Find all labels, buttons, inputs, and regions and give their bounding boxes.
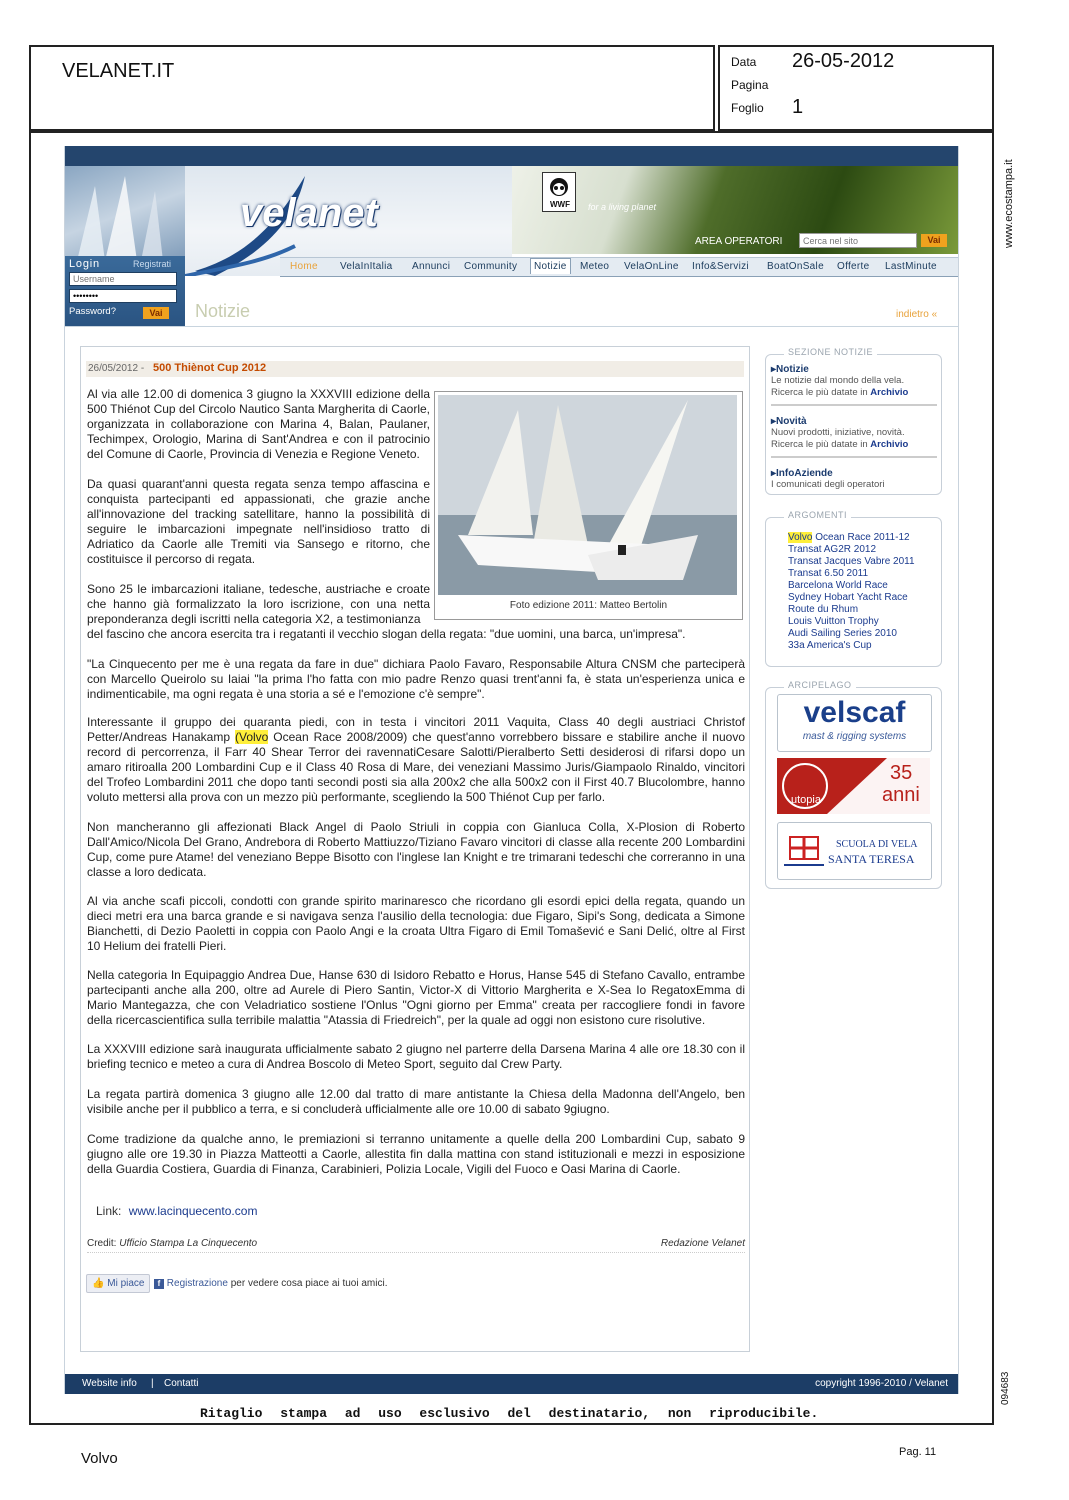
sheet-value: 1 (792, 96, 804, 118)
nav-velaonline[interactable]: VelaOnLine (624, 261, 679, 272)
scuola-vela-banner[interactable] (777, 822, 932, 880)
site-logo[interactable]: velanet (240, 191, 378, 235)
article-photo-frame (434, 391, 743, 620)
utopia-banner[interactable] (777, 758, 930, 814)
page-label: Pagina (731, 78, 769, 92)
argomento-item[interactable]: Transat AG2R 2012 (788, 544, 877, 555)
arcipelago-label: ARCIPELAGO (784, 680, 856, 690)
article-paragraph-7: Al via anche scafi piccoli, condotti con grande spirito marinaresco che ricordano gli esordi epici della regata, quando un dieci metri era una barca grande e si navigava senza l'ausilio della tecnologia: due Figaro, Sipi's Song, dedicata a Simone Bianchetti, di Dezio Paoletti in coppia con Paolo Angi e la croata Ultra Figaro di Emil Tomašević e Sani Delić, oltre al First 10 Helium dei fratelli Pieri. (87, 894, 745, 953)
main-nav (280, 257, 958, 277)
contatti-link[interactable]: Contatti (164, 1378, 199, 1389)
wwf-panda-icon (542, 172, 576, 212)
argomento-item[interactable]: Barcelona World Race (788, 580, 888, 591)
utopia-logo: utopia (791, 794, 821, 806)
arcipelago-box (765, 680, 942, 889)
sailboat-photo (438, 395, 737, 595)
argomento-item[interactable]: Volvo Ocean Race 2011-12 (788, 532, 910, 543)
like-label: Mi piace (107, 1278, 145, 1289)
nav-boatonsale[interactable]: BoatOnSale (767, 261, 824, 272)
nav-annunci[interactable]: Annunci (412, 261, 451, 272)
wwf-slogan: for a living planet (588, 202, 657, 212)
argomento-item[interactable]: Route du Rhum (788, 604, 859, 615)
facebook-register-link[interactable]: Registrazione (166, 1278, 228, 1289)
sec-novita-desc2: Ricerca le più datate in (771, 439, 868, 450)
argomento-item[interactable]: Audi Sailing Series 2010 (788, 628, 897, 639)
password-link[interactable]: Password? (69, 306, 116, 317)
argomento-item[interactable]: 33a America's Cup (788, 640, 872, 651)
wwf-banner[interactable] (512, 166, 958, 254)
article-heading-bar (86, 361, 744, 377)
credit-value: Ufficio Stampa La Cinquecento (119, 1238, 258, 1249)
login-title: Login (69, 258, 100, 270)
article-paragraph-9: La XXXVIII edizione sarà inaugurata ufficialmente sabato 2 giugno nel parterre della Darsena Marina 4 alle ore 18.30 con il briefing tecnico e meteo a cura di Andrea Boscolo di Meteo Sport, seguito dal Crew Party. (87, 1042, 745, 1071)
divider (65, 326, 958, 327)
sec-infoaziende-desc1: I comunicati degli operatori (771, 479, 885, 490)
scuola-line2: SANTA TERESA (828, 852, 915, 866)
nav-info-servizi[interactable]: Info&Servizi (692, 261, 749, 272)
clipping-code: 094683 (1000, 1371, 1011, 1405)
source-box (29, 45, 715, 131)
sec-novita-title: Novità (776, 416, 807, 427)
p5-post: Ocean Race 2008/2009) che quest'anno vorrebbero bissare e stabilire anche il nuovo record di percorrenza, il Farr 40 Shear Terror dei ravennatiCesare Salotti/Pieralberto Setti desiderosi di rifarsi dopo un amaro ritiroalla 200 Lombardini Cup e il Class 40 Rosa di Mare, dei veneziani Massimo Juris/Giampaolo Rinaldo, vincitori del Trofeo Lombardini 2011 che dopo tanti secondi posti sia alla 200x2 che alla 500x2 con il First 40.7 Blucolombre, hanno voluto mettersi alla prova con un mezzo più performante, scegliendo la 500 Thiénot Cup per farlo. (87, 730, 745, 804)
back-link[interactable]: indietro « (896, 309, 938, 320)
sidebar-section-infoaziende[interactable]: ▸InfoAziende I comunicati degli operatori (771, 468, 937, 491)
nav-vela-in-italia[interactable]: VelaInItalia (340, 261, 393, 272)
ecostampa-stamp: www.ecostampa.it (1003, 159, 1015, 248)
article-paragraph-11: Come tradizione da qualche anno, le premiazioni si terranno unitamente a quelle della 200 Lombardini Cup, sabato 9 giugno alle ore 19.30 in Piazza Matteotti a Caorle, allestita fin dalla mattina con stand istituzionali e mezzi in esposizione della Guardia Costiera, Guardia di Finanza, Carabinieri, Polizia Locale, Vigili del Fuoco e Oasi Marina di Caorle. (87, 1132, 745, 1176)
sec-notizie-title: Notizie (776, 364, 809, 375)
argomento-item[interactable]: Transat Jacques Vabre 2011 (788, 556, 915, 567)
sidebar-section-notizie[interactable]: ▸Notizie Le notizie dal mondo della vela. Ricerca le più datate in Archivio (771, 364, 937, 406)
article-paragraph-8: Nella categoria In Equipaggio Andrea Due, Hanse 630 di Isidoro Rebatto e Horus, Hanse 545 di Stefano Cavallo, entrambe partecipanti anche alla 200, oltre ad Aurele di Piero Santin, Victor-X di Vittorio Margherita e X-Sea Io RegatoxEmma di Mario Mantegazza, che con Veladriatico sostiene l'Onlus "Ogni giorno per Emma" creata per raccogliere fondi in favore della ricercascientifica sulla terribile malattia "Atassia di Friedreich", per la quale ad oggi non esistono cure risolutive. (87, 968, 745, 1027)
photo-caption: Foto edizione 2011: Matteo Bertolin (509, 600, 668, 611)
facebook-register-suffix: per vedere cosa piace ai tuoi amici. (230, 1278, 388, 1289)
credit-label: Credit: (87, 1238, 117, 1249)
clipping-disclaimer: Ritaglio stampa ad uso esclusivo del destinatario, non riproducibile. (200, 1406, 819, 1421)
website-info-link[interactable]: Website info (82, 1378, 137, 1389)
sheet-label: Foglio (731, 101, 764, 115)
argomenti-list (788, 532, 938, 652)
nav-offerte[interactable]: Offerte (837, 261, 870, 272)
sidebar-section-novita[interactable]: ▸Novità Nuovi prodotti, iniziative, novità. Ricerca le più datate in Archivio (771, 416, 937, 458)
facebook-icon: f (154, 1279, 164, 1289)
thumbs-up-icon: 👍 (92, 1278, 105, 1289)
sec-infoaziende-title: InfoAziende (776, 468, 833, 479)
facebook-register-row (154, 1278, 387, 1289)
nav-meteo[interactable]: Meteo (580, 261, 610, 272)
nav-notizie[interactable]: Notizie (530, 258, 571, 274)
sec-notizie-desc2: Ricerca le più datate in (771, 387, 868, 398)
velscaf-tagline: mast & rigging systems (802, 731, 907, 742)
article-paragraph-4: "La Cinquecento per me è una regata da fare in due" dichiara Paolo Favaro, Responsabile Altura CNSM che parteciperà con Marcello Queirolo su Iaiai "la prima l'ho fatta con mio padre Renzo quasi trent'anni fa, è stata un'esperienza unica e indimenticabile, ma ogni regata è una storia a sé e l'emozione c'è sempre". (87, 657, 745, 701)
article-panel (80, 346, 750, 1352)
argomento-item[interactable]: Transat 6.50 2011 (788, 568, 869, 579)
site-search-input[interactable] (799, 233, 917, 248)
section-title: Notizie (195, 301, 251, 321)
clipping-keyword: Volvo (81, 1450, 118, 1467)
article-paragraph-1: Al via alle 12.00 di domenica 3 giugno la XXXVIII edizione della 500 Thiénot Cup del Circolo Nautico Santa Margherita di Caorle, organizzata in collaborazione con Marina 4, Balan, Paulaner, Techimpex, Orologio, Marina di Sant'Andrea e con il patrocinio del Comune di Caorle, Provincia di Venezia e Regione Veneto. (87, 387, 430, 461)
site-footer (65, 1374, 958, 1394)
date-box (718, 45, 994, 131)
p5-pre: Interessante il gruppo dei quaranta piedi, con in testa i vincitori 2011 Vaquita, Class 40 degli austriaci Christof Petter/Andreas Hanakamp (87, 715, 745, 744)
sezione-notizie-label: SEZIONE NOTIZIE (784, 347, 877, 357)
velscaf-logo: velscaf (803, 696, 906, 729)
credit-row (87, 1238, 745, 1253)
article-paragraph-5 (87, 715, 745, 805)
sec-novita-desc1: Nuovi prodotti, iniziative, novità. (771, 427, 905, 438)
nav-lastminute[interactable]: LastMinute (885, 261, 937, 272)
footer-separator: | (151, 1378, 154, 1389)
article-paragraph-3b: del fascino che ancora esercita tra i regatanti il vecchio slogan della regata: "due uomini, una barca, un'impresa". (87, 627, 686, 641)
p5-highlight: (Volvo (234, 730, 269, 744)
scuola-flag-icon (784, 831, 824, 871)
article-paragraph-6: Non mancheranno gli affezionati Black Angel di Paolo Striuli in coppia con Gianluca Colla, X-Plosion di Roberto Dall'Amico/Nicola Del Grano, Andrebora di Roberto Mattiuzzo/Tiziano Favaro vincitori di classe alla recente 200 Lombardini Cup, come pure Atame! del veneziano Beppe Bisotto con l'inglese Ian Knight e tre trimarani tedeschi che correranno in una classe a loro dedicata. (87, 820, 745, 879)
nav-community[interactable]: Community (464, 261, 518, 272)
clipping-page-number: Pag. 11 (899, 1446, 937, 1458)
date-label: Data (731, 55, 757, 69)
site-topbar (65, 146, 958, 166)
link-label: Link: (96, 1204, 122, 1218)
argomento-item[interactable]: Louis Vuitton Trophy (788, 616, 879, 627)
source-name: VELANET.IT (62, 60, 175, 82)
argomenti-label: ARGOMENTI (784, 510, 851, 520)
register-link[interactable]: Registrati (133, 259, 172, 269)
username-input[interactable] (69, 272, 177, 286)
article-paragraph-3a: Sono 25 le imbarcazioni italiane, tedesche, austriache e croate che hanno già formalizzato la loro iscrizione, con una netta preponderanza degli iscritti nella categoria X2, a testimonianza (87, 582, 430, 626)
article-title: 500 Thiènot Cup 2012 (153, 362, 267, 374)
login-go-button[interactable]: Vai (143, 307, 169, 319)
sec-notizie-archive-link[interactable]: Archivio (870, 387, 909, 398)
website (64, 146, 959, 1394)
article-paragraph-2: Da quasi quarant'anni questa regata senza tempo affascina e conquista partecipanti ed appassionati, che grazie anche all'innovazione del tracking satellitare, hanno la possibilità di seguire le imbarcazioni impegnate nell'insidioso tratto di Adriatico da Caorle alle Tremiti via Sansego e ritorno, che costituisce il percorso di regata. (87, 477, 430, 566)
search-go-button[interactable]: Vai (921, 234, 947, 247)
password-input[interactable] (69, 289, 177, 303)
login-panel (65, 256, 185, 326)
argomento-item[interactable]: Sydney Hobart Yacht Race (788, 592, 908, 603)
article-link-row (96, 1204, 257, 1218)
sezione-notizie-box (765, 347, 942, 495)
sec-notizie-desc1: Le notizie dal mondo della vela. (771, 375, 905, 386)
copyright: copyright 1996-2010 / Velanet (815, 1378, 948, 1389)
article-date: 26/05/2012 - (88, 363, 145, 374)
area-operatori-link[interactable]: AREA OPERATORI (695, 236, 783, 247)
like-button[interactable] (86, 1274, 150, 1293)
nav-home[interactable]: Home (290, 261, 318, 272)
date-value: 26-05-2012 (792, 50, 895, 72)
external-link[interactable]: www.lacinquecento.com (128, 1204, 258, 1218)
utopia-years: 35 (890, 762, 913, 784)
wwf-label: WWF (550, 200, 570, 209)
utopia-anni: anni (882, 784, 920, 806)
argomenti-box (765, 510, 942, 667)
sec-novita-archive-link[interactable]: Archivio (870, 439, 909, 450)
article-paragraph-10: La regata partirà domenica 3 giugno alle 12.00 dal tratto di mare antistante la Chiesa della Madonna dell'Angelo, ben visibile anche per il pubblico a terra, e si concluderà ufficialmente alle ore 10.00 di sabato 9giugno. (87, 1087, 745, 1116)
velscaf-banner[interactable] (777, 694, 932, 752)
scuola-line1: SCUOLA DI VELA (836, 839, 918, 850)
redazione: Redazione Velanet (660, 1238, 745, 1249)
